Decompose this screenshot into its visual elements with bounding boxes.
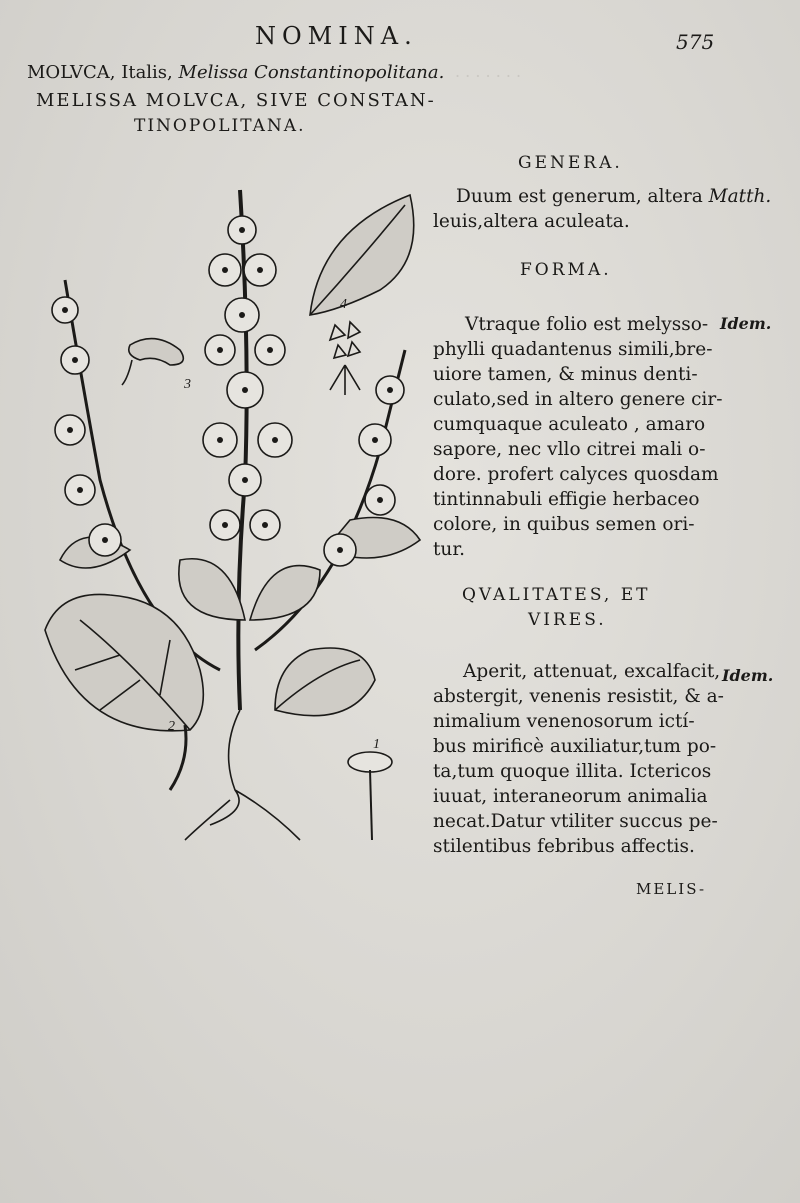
forma-line: tintinnabuli effigie herbaceo [433,489,700,510]
figure-label-2: 2 [168,719,175,734]
forma-line: Vtraque folio est melysso- [465,314,709,335]
qualitates-line: nimalium venenosorum ictí- [433,711,695,732]
nomina-line-3: TINOPOLITANA. [134,116,306,136]
forma-line: uiore tamen, & minus denti- [433,364,698,385]
nomina-line-2: MELISSA MOLVCA, SIVE CONSTAN- [36,90,436,111]
running-head: NOMINA. [255,22,418,50]
figure-label-4: 4 [340,297,347,312]
catchword: MELIS- [636,880,707,898]
forma-line: tur. [433,539,466,560]
forma-margin-note: Idem. [720,314,772,333]
qualitates-line: ta,tum quoque illita. Ictericos [433,761,712,782]
nomina-line-1-italic: Melissa Constantinopolitana. [178,62,445,83]
forma-heading: FORMA. [520,260,612,280]
forma-line: phylli quadantenus simili,bre- [433,339,713,360]
qualitates-heading-line-2: VIRES. [528,610,607,630]
nomina-line-1-plain: MOLVCA, Italis, [27,62,173,83]
nomina-line-1 [27,62,444,83]
genera-line-1-plain: Duum est generum, altera [456,186,703,207]
genera-line-1 [456,184,771,209]
qualitates-heading-line-1: QVALITATES, ET [462,585,651,605]
forma-line: cumquaque aculeato , amaro [433,414,706,435]
show-through-text: . . . . . . . [455,62,522,81]
qualitates-line: Aperit, attenuat, excalfacit, [463,661,721,682]
figure-label-3: 3 [184,377,191,392]
qualitates-margin-note: Idem. [722,666,774,685]
qualitates-line: necat.Datur vtiliter succus pe- [433,811,718,832]
qualitates-line: iuuat, interaneorum animalia [433,786,708,807]
forma-line: culato,sed in altero genere cir- [433,389,723,410]
qualitates-line: abstergit, venenis resistit, & a- [433,686,724,707]
qualitates-line: bus mirificè auxiliatur,tum po- [433,736,717,757]
page-number: 575 [676,30,715,54]
genera-heading: GENERA. [518,153,623,173]
figure-label-1: 1 [373,737,380,752]
genera-line-1-italic: Matth. [708,186,772,207]
forma-line: dore. profert calyces quosdam [433,464,719,485]
forma-line: colore, in quibus semen ori- [433,514,695,535]
genera-line-2: leuis,altera aculeata. [433,211,630,232]
forma-line: sapore, nec vllo citrei mali o- [433,439,706,460]
root-lines [185,710,300,840]
plant-woodcut-illustration [20,150,440,850]
qualitates-line: stilentibus febribus affectis. [433,836,695,857]
